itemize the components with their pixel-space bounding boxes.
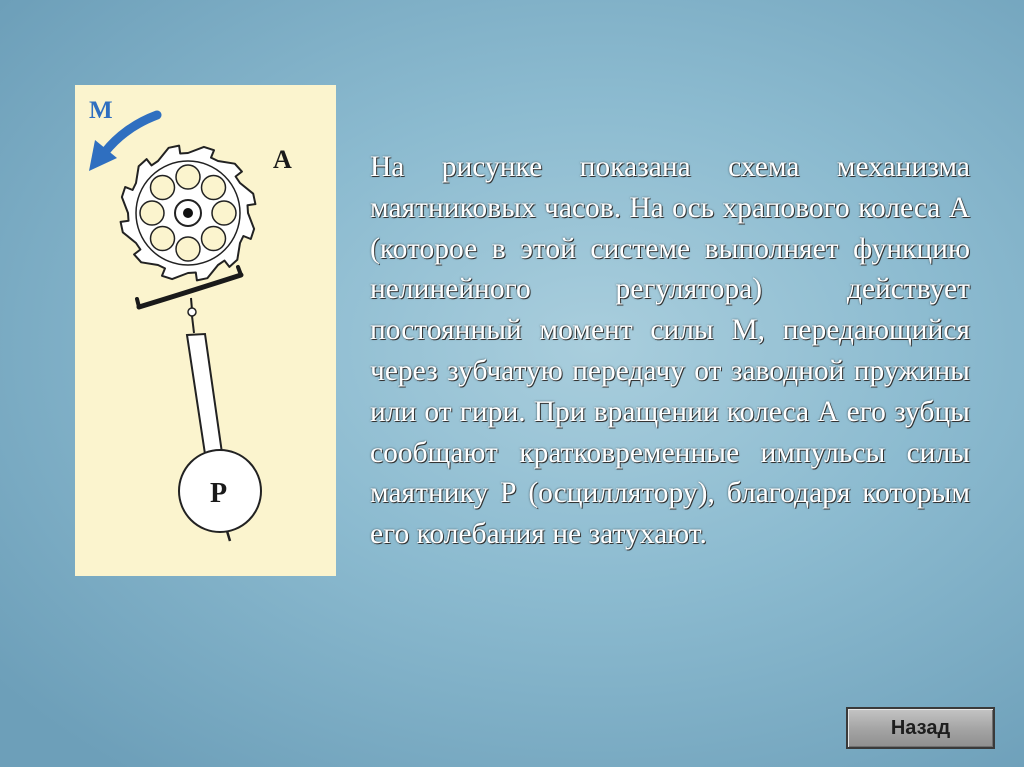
label-wheel: A [273,145,292,174]
label-moment: M [89,97,113,124]
wheel-hole [212,201,236,225]
wheel-axle-center [183,208,193,218]
description-text: На рисунке показана схема механизма маятниковых часов. На ось храпового колеса А (которое в этой системе выполняет функцию нелинейного регулятора) действует постоянный момент силы М, передающийся через зубчатую передачу от заводной пружины или от гири. При вращении колеса А его зубцы сообщают кратковременные импульсы силы маятнику Р (осциллятору), благодаря которым его колебания не затухают. [370,151,970,551]
pivot [188,308,196,316]
back-button-label: Назад [890,716,951,739]
wheel-hole [202,227,226,251]
escape-wheel [121,146,256,281]
wheel-hole [151,176,175,200]
wheel-hole [140,201,164,225]
back-button[interactable] [846,707,995,749]
wheel-hole [202,176,226,200]
wheel-hole [176,165,200,189]
wheel-hole [151,227,175,251]
pendulum-rod [187,334,222,454]
label-pendulum: P [210,478,228,509]
anchor-pallet [139,275,241,307]
pendulum-clock-figure [75,85,336,576]
clock-mechanism-diagram [75,85,336,576]
wheel-hole [176,237,200,261]
